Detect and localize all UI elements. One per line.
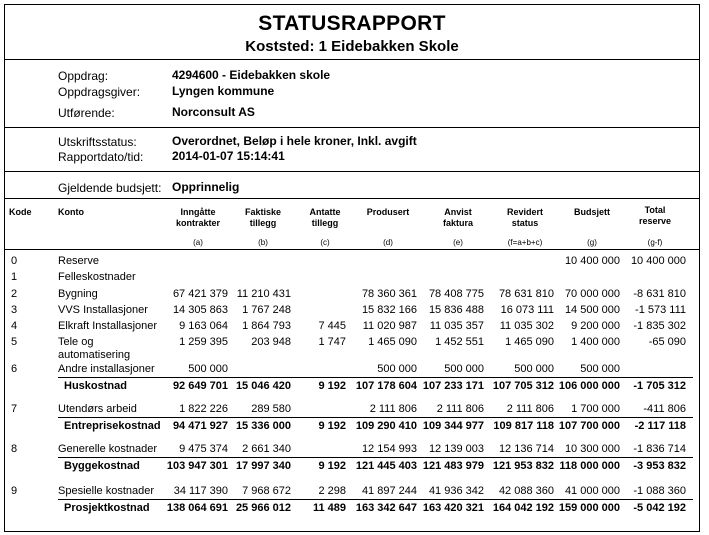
cell-g: 1 700 000 (571, 403, 620, 415)
cell-h: -1 836 714 (633, 443, 686, 455)
row-kode: 7 (11, 403, 18, 415)
cell-a: 138 064 691 (166, 502, 228, 514)
cell-g: 159 000 000 (558, 502, 620, 514)
header-faktiske (233, 207, 293, 229)
cell-h: -411 806 (643, 403, 686, 415)
utforende-label: Utførende: (58, 106, 115, 120)
cell-a: 9 475 374 (179, 443, 228, 455)
header-inngatte-line1: Inngåtte (180, 207, 216, 217)
cell-b: 1 864 793 (242, 320, 291, 332)
row-kode: 9 (11, 485, 18, 497)
total-line (58, 499, 693, 500)
cell-f: 78 631 810 (498, 288, 554, 300)
cell-h: -1 088 360 (633, 485, 686, 497)
header-antatte (297, 207, 353, 229)
cell-b: 289 580 (251, 403, 291, 415)
row-kode: 3 (11, 304, 18, 316)
row-konto: Elkraft Installasjoner (58, 320, 158, 332)
cell-d: 163 342 647 (355, 502, 417, 514)
cell-f: 107 705 312 (492, 380, 554, 392)
cell-b: 7 968 672 (242, 485, 291, 497)
cell-g: 41 000 000 (564, 485, 620, 497)
cell-b: 1 767 248 (242, 304, 291, 316)
cell-f: 109 817 118 (493, 420, 554, 432)
row-konto: Entreprisekostnad (64, 420, 161, 432)
header-revidert-line2: status (511, 218, 539, 228)
cell-e: 1 452 551 (435, 336, 484, 348)
cell-f: 42 088 360 (498, 485, 554, 497)
cell-g: 106 000 000 (558, 380, 620, 392)
row-konto: Spesielle kostnader (58, 485, 155, 497)
utforende-value: Norconsult AS (172, 105, 255, 119)
cell-f: 12 136 714 (498, 443, 554, 455)
row-konto: Utendørs arbeid (58, 403, 137, 415)
cell-g: 500 000 (580, 363, 620, 375)
cell-c: 2 298 (318, 485, 346, 497)
cell-c: 9 192 (318, 420, 346, 432)
cell-b: 25 966 012 (235, 502, 291, 514)
cell-b: 203 948 (251, 336, 291, 348)
cell-b: 11 210 431 (236, 288, 291, 300)
row-konto: Andre installasjoner (58, 363, 155, 375)
cell-g: 107 700 000 (558, 420, 620, 432)
cell-d: 41 897 244 (361, 485, 417, 497)
row-konto: Tele og automatisering (58, 336, 131, 361)
rapportdato-value: 2014-01-07 15:14:41 (172, 149, 285, 163)
cell-g: 10 300 000 (564, 443, 620, 455)
row-konto: Bygning (58, 288, 98, 300)
header-kode: Kode (9, 207, 32, 217)
row-konto: Byggekostnad (64, 460, 140, 472)
cell-e: 11 035 357 (429, 320, 484, 332)
cell-a: 14 305 863 (172, 304, 228, 316)
cell-e: 78 408 775 (428, 288, 484, 300)
cell-c: 7 445 (318, 320, 346, 332)
header-anvist-line1: Anvist (444, 207, 472, 217)
cell-a: 103 947 301 (166, 460, 228, 472)
row-konto: Reserve (58, 255, 99, 267)
cell-h: -1 705 312 (633, 380, 686, 392)
cell-c: 9 192 (318, 380, 346, 392)
row-kode: 0 (11, 255, 18, 267)
cell-f: 1 465 090 (505, 336, 554, 348)
header-antatte-line2: tillegg (311, 218, 339, 228)
cell-d: 78 360 361 (361, 288, 417, 300)
cell-e: 41 936 342 (428, 485, 484, 497)
cell-d: 121 445 403 (355, 460, 417, 472)
row-konto: Prosjektkostnad (64, 502, 150, 514)
row-konto: Felleskostnader (58, 271, 136, 283)
cell-b: 17 997 340 (235, 460, 291, 472)
cell-d: 1 465 090 (368, 336, 417, 348)
cell-d: 107 178 604 (355, 380, 417, 392)
header-inngatte (163, 207, 233, 229)
oppdrag-label: Oppdrag: (58, 69, 109, 83)
header-inngatte-line2: kontrakter (175, 218, 220, 228)
row-kode: 6 (11, 363, 18, 375)
oppdragsgiver-value: Lyngen kommune (172, 84, 275, 98)
cell-g: 118 000 000 (559, 460, 620, 472)
header-anvist-line2: faktura (442, 218, 473, 228)
row-kode: 1 (11, 271, 18, 283)
cell-h: -8 631 810 (633, 288, 686, 300)
cell-e: 121 483 979 (422, 460, 484, 472)
cell-g: 10 400 000 (564, 255, 620, 267)
cell-e: 107 233 171 (422, 380, 484, 392)
cell-a: 1 259 395 (179, 336, 228, 348)
cell-f: 121 953 832 (492, 460, 554, 472)
cell-d: 12 154 993 (361, 443, 417, 455)
cell-e: 12 139 003 (428, 443, 484, 455)
cell-c: 9 192 (318, 460, 346, 472)
row-kode: 4 (11, 320, 18, 332)
rapportdato-label: Rapportdato/tid: (58, 150, 144, 164)
cell-a: 94 471 927 (172, 420, 228, 432)
divider (5, 198, 699, 199)
cell-e: 163 420 321 (422, 502, 484, 514)
subheader-d: (d) (383, 238, 393, 247)
header-anvist (427, 207, 489, 229)
header-revidert-line1: Revidert (506, 207, 543, 217)
header-total-line1: Total (644, 205, 666, 215)
report-title: STATUSRAPPORT (258, 12, 446, 35)
header-produsert: Produsert (366, 207, 410, 217)
budsjett-label: Gjeldende budsjett: (58, 181, 162, 195)
header-revidert (493, 207, 557, 229)
subheader-e: (e) (453, 238, 463, 247)
oppdragsgiver-label: Oppdragsgiver: (58, 85, 141, 99)
oppdrag-value: 4294600 - Eidebakken skole (172, 68, 331, 82)
cell-f: 11 035 302 (499, 320, 554, 332)
row-konto: Huskostnad (64, 380, 127, 392)
subheader-c: (c) (320, 238, 330, 247)
cell-h: -1 835 302 (633, 320, 686, 332)
cell-h: 10 400 000 (630, 255, 686, 267)
cell-h: -1 573 111 (635, 304, 686, 316)
cell-e: 2 111 806 (436, 403, 484, 415)
cell-b: 2 661 340 (242, 443, 291, 455)
row-kode: 2 (11, 288, 18, 300)
header-faktiske-line2: tillegg (249, 218, 277, 228)
header-total-line2: reserve (638, 216, 672, 226)
subheader-a: (a) (193, 238, 203, 247)
cell-g: 70 000 000 (564, 288, 620, 300)
cell-h: -2 117 118 (634, 420, 686, 432)
row-konto: Generelle kostnader (58, 443, 158, 455)
total-line (58, 417, 693, 418)
divider (5, 171, 699, 172)
divider (5, 249, 699, 250)
cell-b: 15 336 000 (235, 420, 291, 432)
cell-d: 2 111 806 (369, 403, 417, 415)
budsjett-value: Opprinnelig (172, 180, 240, 194)
cell-d: 15 832 166 (361, 304, 417, 316)
cell-f: 164 042 192 (492, 502, 554, 514)
header-antatte-line1: Antatte (309, 207, 341, 217)
cell-h: -5 042 192 (633, 502, 686, 514)
header-total (627, 205, 683, 227)
cell-a: 92 649 701 (172, 380, 228, 392)
cell-b: 15 046 420 (235, 380, 291, 392)
header-budsjett: Budsjett (574, 207, 610, 217)
utskriftstatus-value: Overordnet, Beløp i hele kroner, Inkl. avgift (172, 134, 417, 148)
row-konto: VVS Installasjoner (58, 304, 148, 316)
cell-d: 500 000 (377, 363, 417, 375)
total-line (58, 457, 693, 458)
cell-e: 109 344 977 (422, 420, 484, 432)
cell-g: 14 500 000 (564, 304, 620, 316)
cell-d: 109 290 410 (355, 420, 417, 432)
cell-h: -3 953 832 (633, 460, 686, 472)
header-faktiske-line1: Faktiske (244, 207, 282, 217)
cell-a: 1 822 226 (179, 403, 228, 415)
report-subtitle: Koststed: 1 Eidebakken Skole (245, 38, 459, 55)
total-line (58, 377, 693, 378)
utskriftstatus-label: Utskriftsstatus: (58, 135, 137, 149)
subheader-b: (b) (258, 238, 268, 247)
cell-e: 15 836 488 (428, 304, 484, 316)
cell-a: 34 117 390 (173, 485, 228, 497)
cell-c: 11 489 (312, 502, 346, 514)
cell-g: 1 400 000 (571, 336, 620, 348)
cell-h: -65 090 (648, 336, 686, 348)
cell-e: 500 000 (444, 363, 484, 375)
cell-f: 16 073 111 (500, 304, 554, 316)
row-kode: 5 (11, 336, 18, 348)
cell-a: 67 421 379 (172, 288, 228, 300)
subheader-g: (g) (587, 238, 597, 247)
cell-c: 1 747 (318, 336, 346, 348)
cell-a: 500 000 (188, 363, 228, 375)
divider (5, 59, 699, 60)
cell-f: 2 111 806 (506, 403, 554, 415)
header-konto: Konto (58, 207, 84, 217)
report-frame (4, 4, 700, 532)
row-kode: 8 (11, 443, 18, 455)
cell-f: 500 000 (514, 363, 554, 375)
cell-g: 9 200 000 (571, 320, 620, 332)
subheader-h: (g-f) (647, 238, 663, 247)
divider (5, 127, 699, 128)
subheader-f: (f=a+b+c) (507, 238, 543, 247)
cell-d: 11 020 987 (362, 320, 417, 332)
cell-a: 9 163 064 (179, 320, 228, 332)
